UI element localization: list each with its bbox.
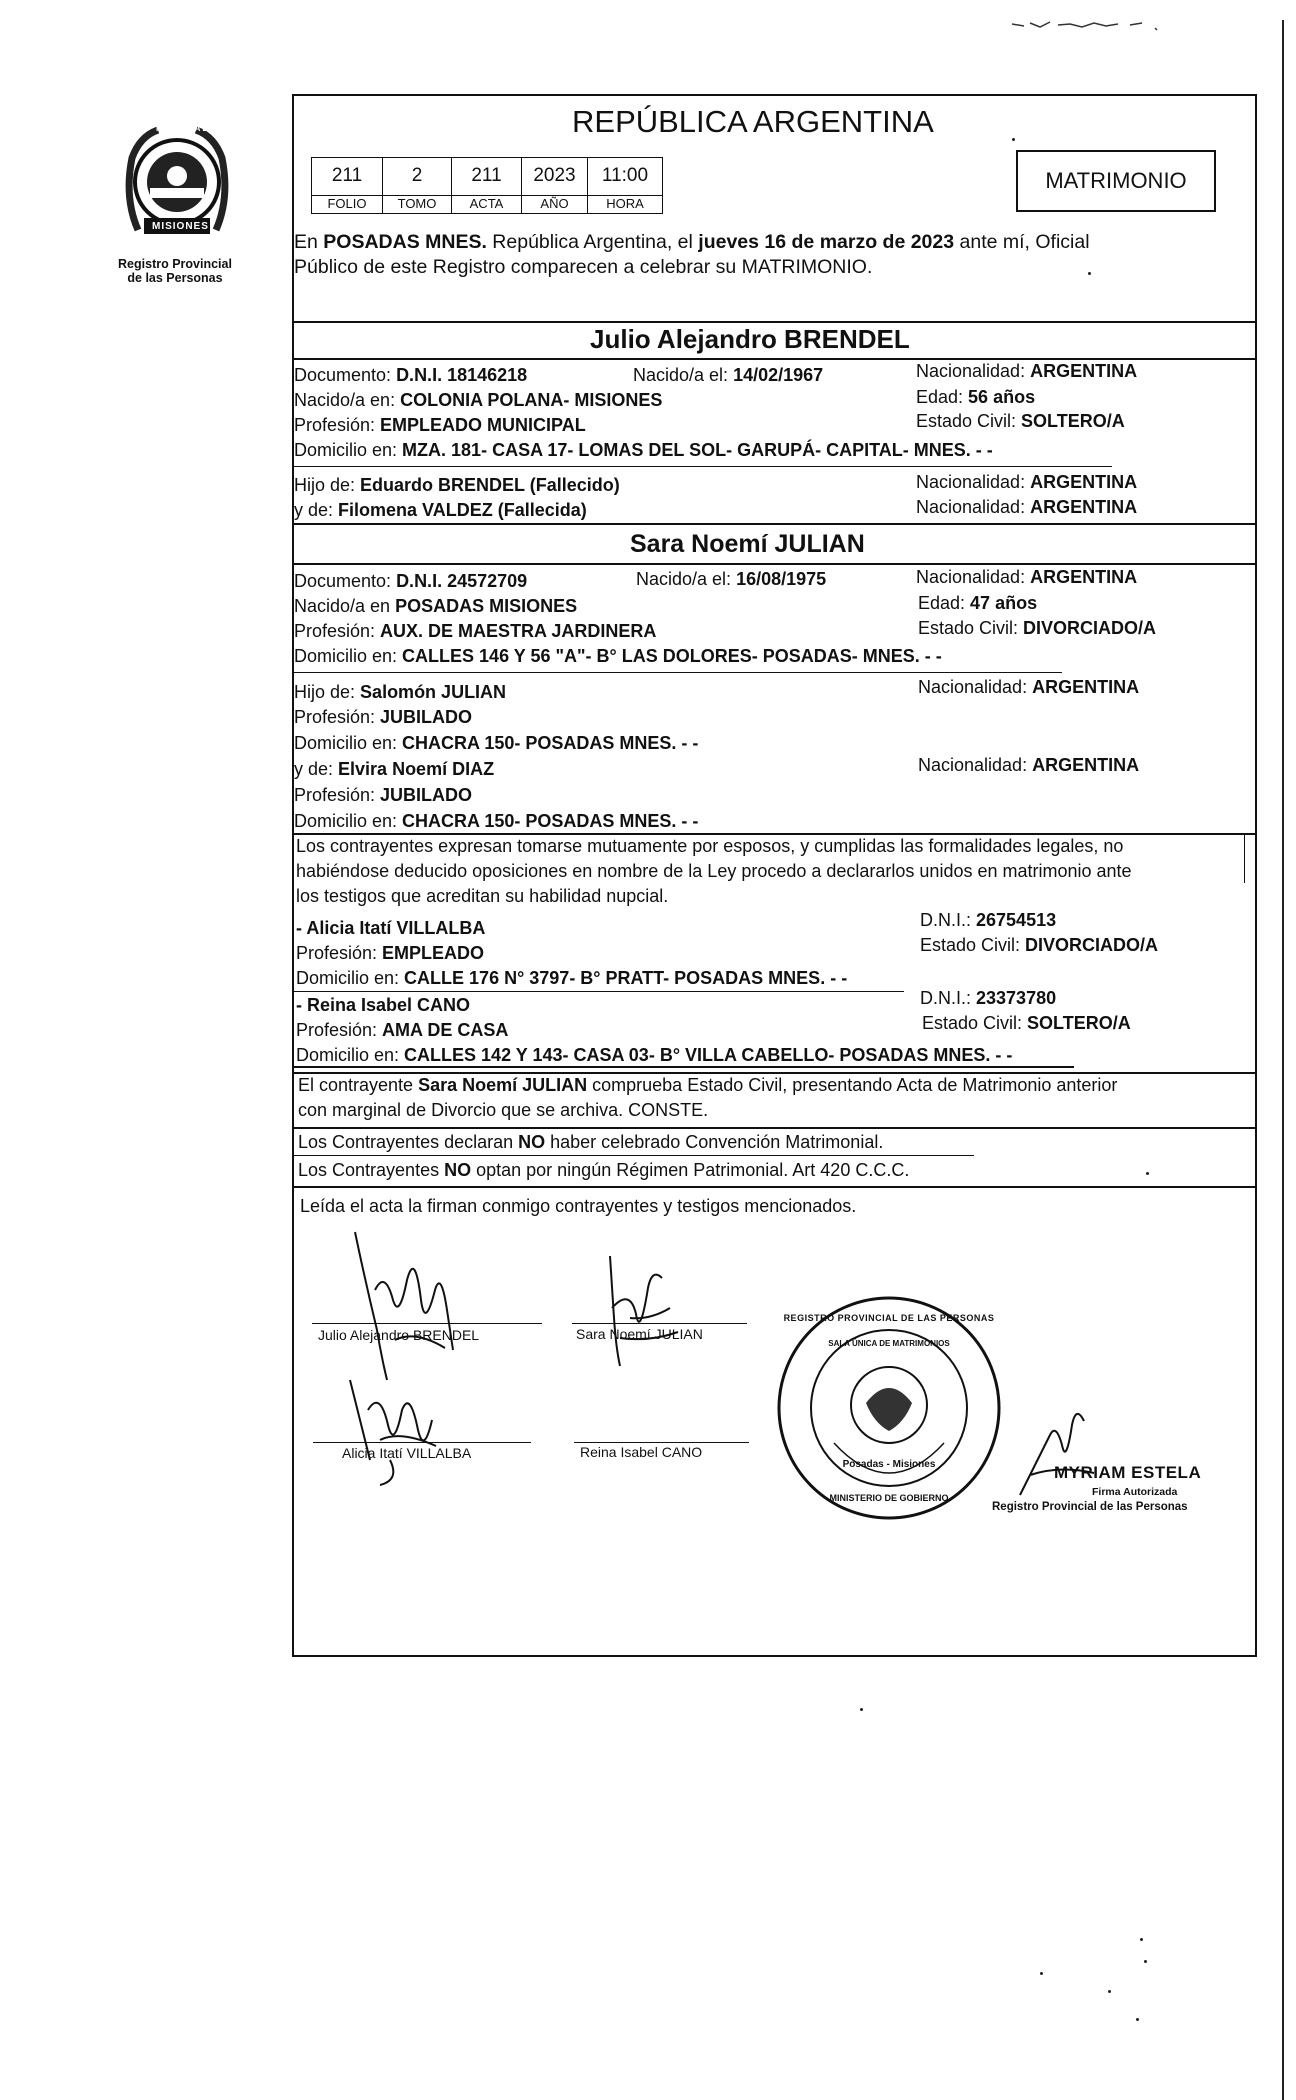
tomo-value: 2 xyxy=(382,157,452,196)
doc-value: D.N.I. 18146218 xyxy=(396,365,528,385)
spouse2-name: Sara Noemí JULIAN xyxy=(630,530,865,558)
note-line-1 xyxy=(298,1076,1117,1096)
spouse2-address xyxy=(294,647,942,667)
logo-text-top: PROVINCIA DE xyxy=(156,124,214,133)
nat-label: Nacionalidad: xyxy=(916,361,1031,381)
spouse1-mother-nationality xyxy=(916,498,1137,518)
witness1-name: - Alicia Itatí VILLALBA xyxy=(296,918,486,938)
spouse1-nationality xyxy=(916,362,1137,382)
divider xyxy=(292,321,1257,323)
dni-value: 26754513 xyxy=(976,910,1057,930)
nat-label: Nacionalidad: xyxy=(916,567,1031,587)
nat-label: Nacionalidad: xyxy=(918,677,1033,697)
civil-label: Estado Civil: xyxy=(922,1013,1028,1033)
year-label: AÑO xyxy=(521,195,588,214)
nat-label: Nacionalidad: xyxy=(916,472,1031,492)
scan-speck xyxy=(1140,1938,1143,1941)
intro-text-3: ante mí, Oficial xyxy=(954,231,1090,253)
prof-label: Profesión: xyxy=(294,621,381,641)
mother-label: y de: xyxy=(294,500,339,520)
mother-label: y de: xyxy=(294,759,339,779)
stamp-inner-text: SALA ÚNICA DE MATRIMONIOS xyxy=(828,1339,950,1348)
scan-speck xyxy=(1040,1972,1043,1975)
signature-witness1 xyxy=(340,1370,460,1490)
signature-name-witness1: Alicia Itatí VILLALBA xyxy=(342,1445,472,1461)
divider-v xyxy=(1244,835,1245,883)
spouse2-age xyxy=(918,594,1037,614)
nat-value: ARGENTINA xyxy=(1030,567,1138,587)
civil-label: Estado Civil: xyxy=(916,411,1022,431)
time-label: HORA xyxy=(587,195,663,214)
convention-line-1 xyxy=(298,1133,883,1153)
acta-value: 211 xyxy=(451,157,522,196)
born-label: Nacido/a el: xyxy=(633,365,734,385)
country-title: REPÚBLICA ARGENTINA xyxy=(572,104,934,139)
spouse2-profession xyxy=(294,622,656,642)
declaration-line-3: los testigos que acreditan su habilidad nupcial. xyxy=(296,886,669,906)
intro-city: POSADAS MNES. xyxy=(323,231,487,253)
signature-line xyxy=(574,1442,749,1443)
conv-text-c: optan por ningún Régimen Patrimonial. Art 420 C.C.C. xyxy=(471,1160,910,1180)
spouse2-father xyxy=(294,683,506,703)
divider xyxy=(292,358,1257,360)
civil-label: Estado Civil: xyxy=(918,618,1024,638)
civil-value: DIVORCIADO/A xyxy=(1023,618,1157,638)
scan-speck xyxy=(1012,138,1015,141)
scan-speck xyxy=(1108,1990,1111,1993)
tomo-label: TOMO xyxy=(382,195,452,214)
addr-label: Domicilio en: xyxy=(294,646,403,666)
witness1-dni xyxy=(920,911,1056,931)
closing-text: Leída el acta la firman conmigo contrayentes y testigos mencionados. xyxy=(300,1196,857,1216)
prof-value: JUBILADO xyxy=(380,707,473,727)
prof-label: Profesión: xyxy=(294,707,381,727)
record-type-box: MATRIMONIO xyxy=(1016,150,1216,212)
signature-line xyxy=(312,1323,542,1324)
prof-label: Profesión: xyxy=(296,1020,383,1040)
prof-label: Profesión: xyxy=(294,785,381,805)
spouse1-civil-status xyxy=(916,412,1125,432)
spouse2-mother-address xyxy=(294,812,698,832)
note-text-1: El contrayente xyxy=(298,1075,419,1095)
signature-name-spouse1: Julio Alejandro BRENDEL xyxy=(318,1327,480,1343)
witness2-profession xyxy=(296,1021,508,1041)
declaration-line-2: habiéndose deducido oposiciones en nombre de la Ley procedo a declararlos unidos en matrimonio ante xyxy=(296,861,1132,881)
scan-artifact xyxy=(1010,18,1160,32)
civil-value: SOLTERO/A xyxy=(1021,411,1125,431)
divider-thin xyxy=(292,466,1112,467)
stamp-outer-text: REGISTRO PROVINCIAL DE LAS PERSONAS xyxy=(783,1313,995,1323)
year-value: 2023 xyxy=(521,157,588,196)
spouse2-father-profession xyxy=(294,708,472,728)
birthplace-label: Nacido/a en: xyxy=(294,390,401,410)
nat-value: ARGENTINA xyxy=(1032,755,1140,775)
divider xyxy=(292,523,1257,525)
father-label: Hijo de: xyxy=(294,475,361,495)
addr-label: Domicilio en: xyxy=(296,1045,405,1065)
birthplace-label: Nacido/a en xyxy=(294,596,396,616)
spouse2-mother-profession xyxy=(294,786,472,806)
intro-line-1 xyxy=(294,232,1090,253)
divider xyxy=(292,833,1257,835)
provincial-registry-logo xyxy=(118,118,236,250)
spouse2-civil-status xyxy=(918,619,1156,639)
spouse1-father-nationality xyxy=(916,473,1137,493)
intro-text-1: En xyxy=(294,231,324,253)
nat-value: ARGENTINA xyxy=(1030,497,1138,517)
spouse1-birthplace xyxy=(294,391,662,411)
age-value: 56 años xyxy=(968,387,1036,407)
scan-speck xyxy=(1088,272,1091,275)
time-value: 11:00 xyxy=(587,157,663,196)
note-name: Sara Noemí JULIAN xyxy=(418,1075,588,1095)
witness2-address xyxy=(296,1046,1012,1066)
witness1-address xyxy=(296,969,847,989)
logo-caption-line2: de las Personas xyxy=(127,271,223,285)
spouse2-father-address xyxy=(294,734,698,754)
signature-line xyxy=(313,1442,531,1443)
doc-label: Documento: xyxy=(294,571,397,591)
dni-value: 23373780 xyxy=(976,988,1057,1008)
convention-line-2 xyxy=(298,1161,909,1181)
addr-label: Domicilio en: xyxy=(294,440,403,460)
logo-caption xyxy=(100,257,250,285)
prof-value: EMPLEADO xyxy=(382,943,485,963)
divider xyxy=(292,1186,1257,1188)
spouse1-profession xyxy=(294,416,586,436)
prof-label: Profesión: xyxy=(294,415,381,435)
divider xyxy=(292,1072,1257,1074)
birthplace-value: COLONIA POLANA- MISIONES xyxy=(400,390,663,410)
spouse2-nationality xyxy=(916,568,1137,588)
divider xyxy=(292,563,1257,565)
prof-value: EMPLEADO MUNICIPAL xyxy=(380,415,586,435)
stamp-bottom-text: MINISTERIO DE GOBIERNO xyxy=(829,1493,949,1503)
addr-label: Domicilio en: xyxy=(294,733,403,753)
scan-speck xyxy=(860,1708,863,1711)
note-line-2: con marginal de Divorcio que se archiva. CONSTE. xyxy=(298,1100,709,1120)
divider xyxy=(294,1066,1074,1068)
civil-value: SOLTERO/A xyxy=(1027,1013,1131,1033)
signature-name-spouse2: Sara Noemí JULIAN xyxy=(576,1326,703,1342)
scan-speck xyxy=(1144,1960,1147,1963)
official-stamp xyxy=(774,1293,1004,1523)
signature-spouse2 xyxy=(600,1248,690,1368)
addr-label: Domicilio en: xyxy=(294,811,403,831)
spouse1-age xyxy=(916,388,1035,408)
dni-label: D.N.I.: xyxy=(920,988,977,1008)
age-label: Edad: xyxy=(918,593,971,613)
spouse2-document xyxy=(294,572,527,592)
nat-value: ARGENTINA xyxy=(1030,472,1138,492)
scan-speck xyxy=(1136,2018,1139,2021)
intro-text-2: República Argentina, el xyxy=(486,231,699,253)
nat-value: ARGENTINA xyxy=(1032,677,1140,697)
born-value: 16/08/1975 xyxy=(736,569,827,589)
addr-value: MZA. 181- CASA 17- LOMAS DEL SOL- GARUPÁ- CAPITAL- MNES. - - xyxy=(402,440,993,460)
spouse1-address xyxy=(294,441,993,461)
mother-value: Elvira Noemí DIAZ xyxy=(338,759,495,779)
divider xyxy=(292,1127,1257,1129)
divider-thin xyxy=(292,672,1062,673)
age-label: Edad: xyxy=(916,387,969,407)
addr-value: CHACRA 150- POSADAS MNES. - - xyxy=(402,811,699,831)
prof-value: JUBILADO xyxy=(380,785,473,805)
birthplace-value: POSADAS MISIONES xyxy=(395,596,578,616)
addr-label: Domicilio en: xyxy=(296,968,405,988)
scan-edge xyxy=(1282,20,1284,2100)
civil-label: Estado Civil: xyxy=(920,935,1026,955)
spouse2-father-nationality xyxy=(918,678,1139,698)
divider-thin xyxy=(294,991,904,992)
witness1-profession xyxy=(296,944,484,964)
witness2-name: - Reina Isabel CANO xyxy=(296,995,471,1015)
father-value: Eduardo BRENDEL (Fallecido) xyxy=(360,475,620,495)
conv-no: NO xyxy=(444,1160,472,1180)
spouse2-mother-nationality xyxy=(918,756,1139,776)
spouse1-father xyxy=(294,476,620,496)
addr-value: CALLES 146 Y 56 "A"- B° LAS DOLORES- POSADAS- MNES. - - xyxy=(402,646,942,666)
addr-value: CALLES 142 Y 143- CASA 03- B° VILLA CABELLO- POSADAS MNES. - - xyxy=(404,1045,1013,1065)
spouse1-mother xyxy=(294,501,587,521)
declaration-line-1: Los contrayentes expresan tomarse mutuamente por esposos, y cumplidas las formalidades legales, no xyxy=(296,836,1124,856)
doc-label: Documento: xyxy=(294,365,397,385)
conv-no: NO xyxy=(518,1132,546,1152)
father-label: Hijo de: xyxy=(294,682,361,702)
spouse2-birthdate xyxy=(636,570,826,590)
age-value: 47 años xyxy=(970,593,1038,613)
conv-text-a: Los Contrayentes xyxy=(298,1160,445,1180)
born-label: Nacido/a el: xyxy=(636,569,737,589)
intro-line-2: Público de este Registro comparecen a celebrar su MATRIMONIO. xyxy=(294,256,873,278)
signature-spouse1 xyxy=(335,1220,485,1390)
folio-label: FOLIO xyxy=(311,195,383,214)
witness2-dni xyxy=(920,989,1056,1009)
witness1-civil-status xyxy=(920,936,1158,956)
stamp-city-text: Posadas - Misiones xyxy=(842,1459,936,1470)
official-name: MYRIAM ESTELA xyxy=(1054,1463,1202,1482)
signature-line xyxy=(572,1323,747,1324)
signature-name-witness2: Reina Isabel CANO xyxy=(580,1444,703,1460)
folio-value: 211 xyxy=(311,157,383,196)
spouse1-birthdate xyxy=(633,366,823,386)
conv-text-c: haber celebrado Convención Matrimonial. xyxy=(545,1132,884,1152)
born-value: 14/02/1967 xyxy=(733,365,824,385)
dni-label: D.N.I.: xyxy=(920,910,977,930)
doc-value: D.N.I. 24572709 xyxy=(396,571,528,591)
official-org: Registro Provincial de las Personas xyxy=(992,1501,1188,1513)
divider-thin xyxy=(294,1155,974,1156)
conv-text-a: Los Contrayentes declaran xyxy=(298,1132,519,1152)
nat-label: Nacionalidad: xyxy=(916,497,1031,517)
mother-value: Filomena VALDEZ (Fallecida) xyxy=(338,500,587,520)
witness2-civil-status xyxy=(922,1014,1131,1034)
logo-caption-line1: Registro Provincial xyxy=(118,257,232,271)
nat-label: Nacionalidad: xyxy=(918,755,1033,775)
intro-date: jueves 16 de marzo de 2023 xyxy=(698,231,955,253)
father-value: Salomón JULIAN xyxy=(360,682,507,702)
addr-value: CHACRA 150- POSADAS MNES. - - xyxy=(402,733,699,753)
official-title: Firma Autorizada xyxy=(1092,1486,1178,1498)
prof-value: AUX. DE MAESTRA JARDINERA xyxy=(380,621,657,641)
prof-label: Profesión: xyxy=(296,943,383,963)
acta-label: ACTA xyxy=(451,195,522,214)
note-text-2: comprueba Estado Civil, presentando Acta de Matrimonio anterior xyxy=(587,1075,1118,1095)
spouse1-document xyxy=(294,366,527,386)
spouse2-birthplace xyxy=(294,597,577,617)
spouse1-name: Julio Alejandro BRENDEL xyxy=(590,324,910,354)
addr-value: CALLE 176 N° 3797- B° PRATT- POSADAS MNES. - - xyxy=(404,968,848,988)
nat-value: ARGENTINA xyxy=(1030,361,1138,381)
scan-speck xyxy=(1146,1172,1149,1175)
spouse2-mother xyxy=(294,760,494,780)
prof-value: AMA DE CASA xyxy=(382,1020,509,1040)
civil-value: DIVORCIADO/A xyxy=(1025,935,1159,955)
logo-text-bottom: MISIONES xyxy=(152,221,209,232)
signature-official xyxy=(1010,1395,1100,1505)
